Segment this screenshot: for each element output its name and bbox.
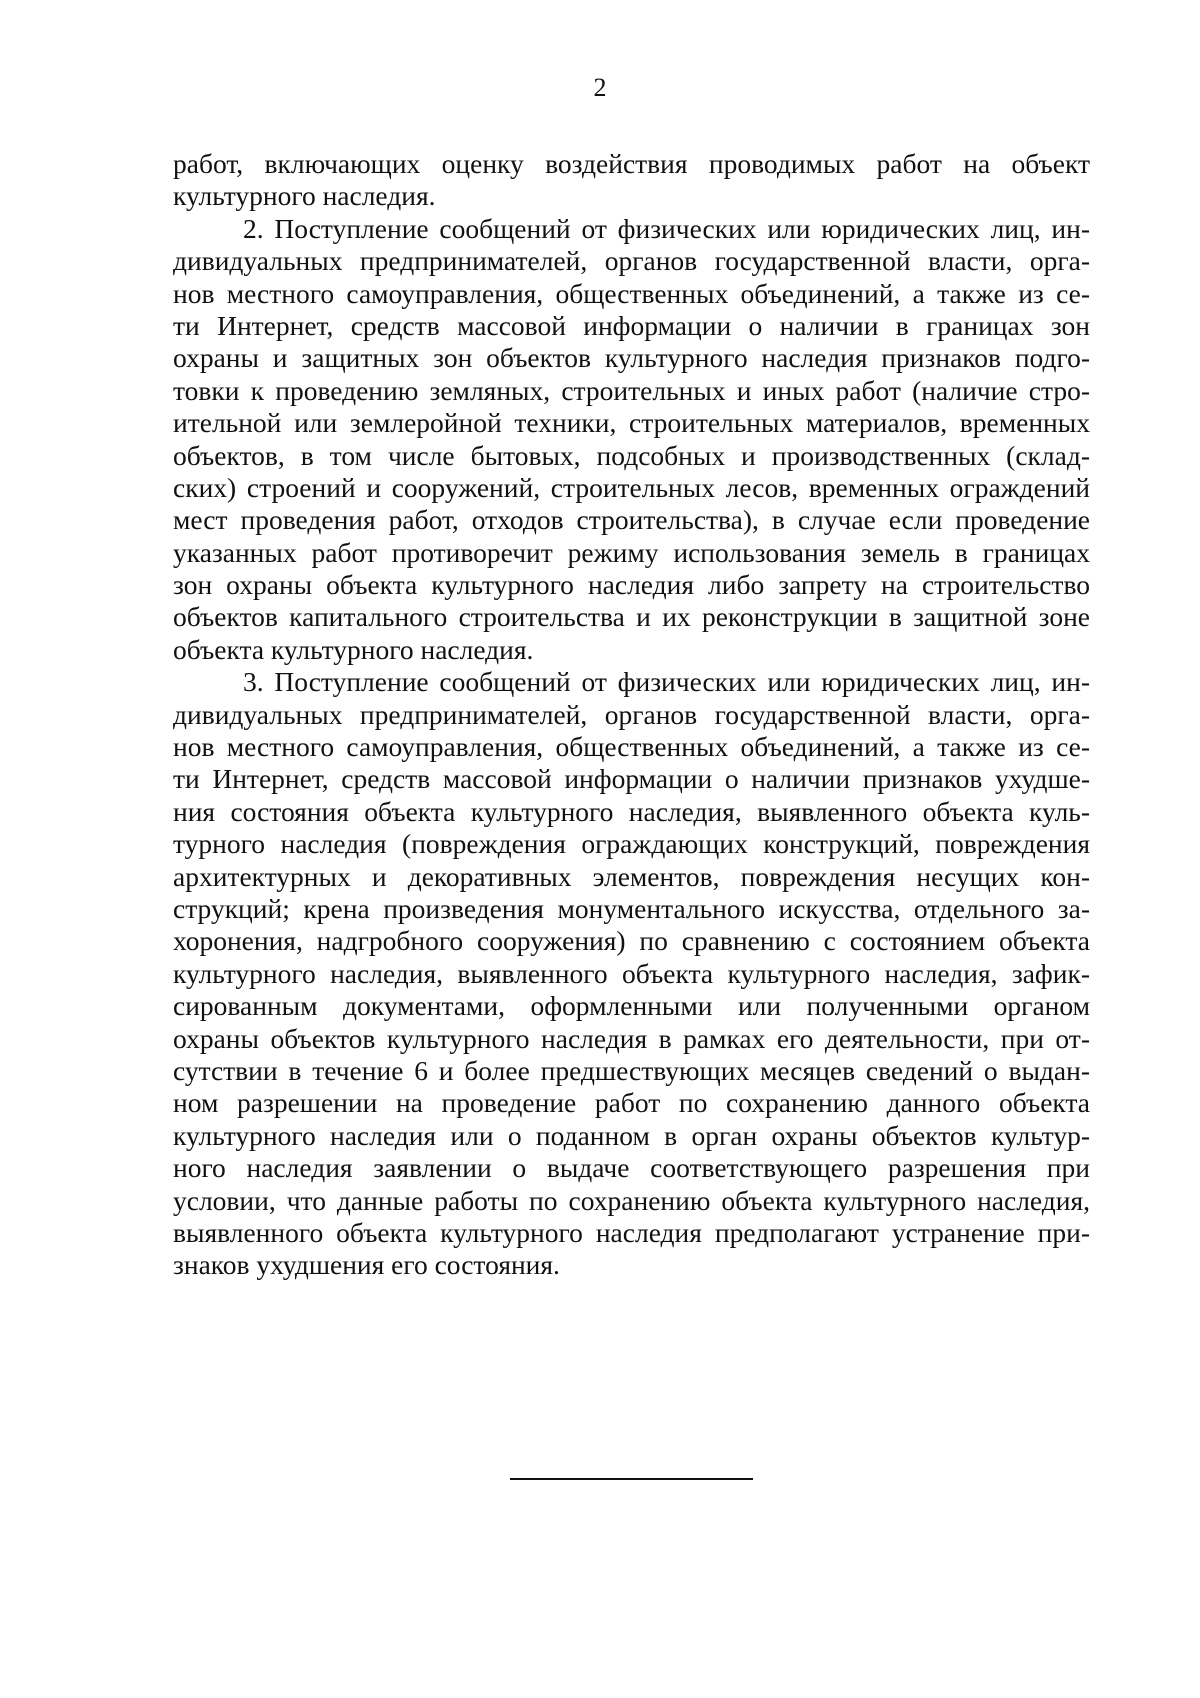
- text-line: охраны объектов культурного наследия в рамках его деятельности, при от-: [173, 1022, 1090, 1054]
- text-line: дивидуальных предпринимателей, органов государственной власти, орга-: [173, 698, 1090, 730]
- text-line: ских) строений и сооружений, строительных лесов, временных ограждений: [173, 471, 1090, 503]
- text-line: знаков ухудшения его состояния.: [173, 1249, 560, 1281]
- text-line: турного наследия (повреждения ограждающих конструкций, повреждения: [173, 828, 1090, 860]
- text-line: мест проведения работ, отходов строительства), в случае если проведение: [173, 504, 1090, 536]
- text-line: сутствии в течение 6 и более предшествующих месяцев сведений о выдан-: [173, 1054, 1090, 1086]
- text-line: сированным документами, оформленными или полученными органом: [173, 990, 1090, 1022]
- text-line: объектов капитального строительства и их реконструкции в защитной зоне: [173, 601, 1090, 633]
- text-line: товки к проведению земляных, строительных и иных работ (наличие стро-: [173, 374, 1090, 406]
- text-line: выявленного объекта культурного наследия предполагают устранение при-: [173, 1216, 1090, 1248]
- text-line: ного наследия заявлении о выдаче соответствующего разрешения при: [173, 1152, 1090, 1184]
- text-line: 2. Поступление сообщений от физических или юридических лиц, ин-: [243, 212, 1090, 244]
- text-line: ительной или землеройной техники, строительных материалов, временных: [173, 407, 1090, 439]
- end-of-document-rule: [510, 1478, 753, 1480]
- text-line: 3. Поступление сообщений от физических или юридических лиц, ин-: [243, 666, 1090, 698]
- text-line: ном разрешении на проведение работ по сохранению данного объекта: [173, 1087, 1090, 1119]
- text-line: работ, включающих оценку воздействия проводимых работ на объект: [173, 148, 1090, 179]
- text-line: объекта культурного наследия.: [173, 633, 534, 665]
- text-line: культурного наследия или о поданном в орган охраны объектов культур-: [173, 1119, 1090, 1151]
- text-line: условии, что данные работы по сохранению объекта культурного наследия,: [173, 1184, 1090, 1216]
- text-line: охраны и защитных зон объектов культурного наследия признаков подго-: [173, 342, 1090, 374]
- text-line: ти Интернет, средств массовой информации о наличии в границах зон: [173, 309, 1090, 341]
- text-line: дивидуальных предпринимателей, органов государственной власти, орга-: [173, 245, 1090, 277]
- text-line: ния состояния объекта культурного наследия, выявленного объекта куль-: [173, 795, 1090, 827]
- text-line: архитектурных и декоративных элементов, повреждения несущих кон-: [173, 860, 1090, 892]
- text-line: нов местного самоуправления, общественных объединений, а также из се-: [173, 731, 1090, 763]
- text-line: хоронения, надгробного сооружения) по сравнению с состоянием объекта: [173, 925, 1090, 957]
- body-text: [173, 148, 1090, 1282]
- text-line: объектов, в том числе бытовых, подсобных и производственных (склад-: [173, 439, 1090, 471]
- page-number: 2: [593, 73, 607, 102]
- text-line: нов местного самоуправления, общественных объединений, а также из се-: [173, 277, 1090, 309]
- text-line: зон охраны объекта культурного наследия либо запрету на строительство: [173, 569, 1090, 601]
- text-line: указанных работ противоречит режиму использования земель в границах: [173, 536, 1090, 568]
- text-line: культурного наследия, выявленного объекта культурного наследия, зафик-: [173, 957, 1090, 989]
- text-line: струкций; крена произведения монументального искусства, отдельного за-: [173, 892, 1090, 924]
- text-line: культурного наследия.: [173, 180, 436, 212]
- text-line: ти Интернет, средств массовой информации о наличии признаков ухудше-: [173, 763, 1090, 795]
